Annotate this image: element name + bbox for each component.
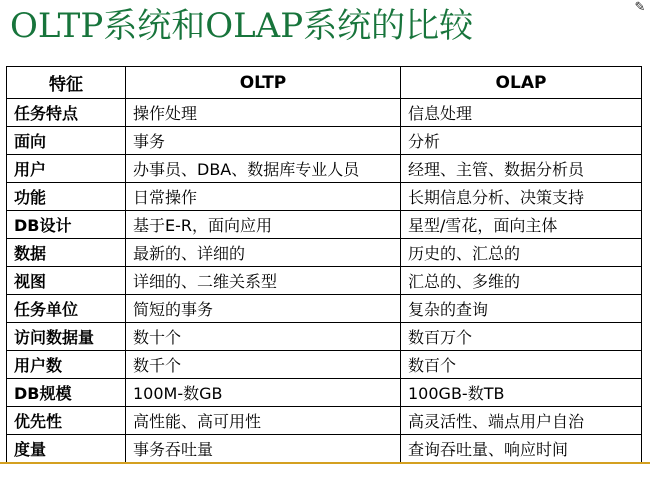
comparison-table	[6, 66, 642, 463]
olap-cell: 查询吞吐量、响应时间	[401, 435, 642, 463]
olap-cell: 星型/雪花，面向主体	[401, 211, 642, 239]
feature-cell: DB规模	[7, 379, 126, 407]
table-row	[7, 323, 642, 351]
olap-cell: 长期信息分析、决策支持	[401, 183, 642, 211]
table-row	[7, 183, 642, 211]
olap-cell: 分析	[401, 127, 642, 155]
table-row	[7, 239, 642, 267]
table-row	[7, 155, 642, 183]
oltp-cell: 日常操作	[126, 183, 401, 211]
olap-cell: 历史的、汇总的	[401, 239, 642, 267]
strike-line	[0, 462, 650, 464]
table-row	[7, 379, 642, 407]
olap-cell: 信息处理	[401, 99, 642, 127]
header-feature: 特征	[7, 67, 126, 99]
oltp-cell: 高性能、高可用性	[126, 407, 401, 435]
olap-cell: 数百万个	[401, 323, 642, 351]
feature-cell: DB设计	[7, 211, 126, 239]
feature-cell: 数据	[7, 239, 126, 267]
oltp-cell: 简短的事务	[126, 295, 401, 323]
oltp-cell: 事务吞吐量	[126, 435, 401, 463]
feature-cell: 视图	[7, 267, 126, 295]
table-row	[7, 267, 642, 295]
oltp-cell: 数千个	[126, 351, 401, 379]
table-row	[7, 295, 642, 323]
olap-cell: 高灵活性、端点用户自治	[401, 407, 642, 435]
note-icon[interactable]: ✎	[634, 0, 646, 15]
feature-cell: 任务特点	[7, 99, 126, 127]
feature-cell: 优先性	[7, 407, 126, 435]
oltp-cell: 最新的、详细的	[126, 239, 401, 267]
olap-cell: 汇总的、多维的	[401, 267, 642, 295]
oltp-cell: 办事员、DBA、数据库专业人员	[126, 155, 401, 183]
feature-cell: 访问数据量	[7, 323, 126, 351]
feature-cell: 任务单位	[7, 295, 126, 323]
oltp-cell: 基于E-R，面向应用	[126, 211, 401, 239]
table-row	[7, 351, 642, 379]
olap-cell: 数百个	[401, 351, 642, 379]
oltp-cell: 数十个	[126, 323, 401, 351]
olap-cell: 100GB-数TB	[401, 379, 642, 407]
table-row	[7, 435, 642, 463]
table-row	[7, 127, 642, 155]
feature-cell: 度量	[7, 435, 126, 463]
oltp-cell: 事务	[126, 127, 401, 155]
oltp-cell: 操作处理	[126, 99, 401, 127]
header-olap: OLAP	[401, 67, 642, 99]
header-oltp: OLTP	[126, 67, 401, 99]
olap-cell: 复杂的查询	[401, 295, 642, 323]
olap-cell: 经理、主管、数据分析员	[401, 155, 642, 183]
feature-cell: 用户数	[7, 351, 126, 379]
feature-cell: 功能	[7, 183, 126, 211]
feature-cell: 用户	[7, 155, 126, 183]
table-row	[7, 211, 642, 239]
feature-cell: 面向	[7, 127, 126, 155]
slide-title: OLTP系统和OLAP系统的比较	[10, 6, 474, 46]
oltp-cell: 100M-数GB	[126, 379, 401, 407]
oltp-cell: 详细的、二维关系型	[126, 267, 401, 295]
table-row	[7, 99, 642, 127]
table-header-row	[7, 67, 642, 99]
table-row	[7, 407, 642, 435]
